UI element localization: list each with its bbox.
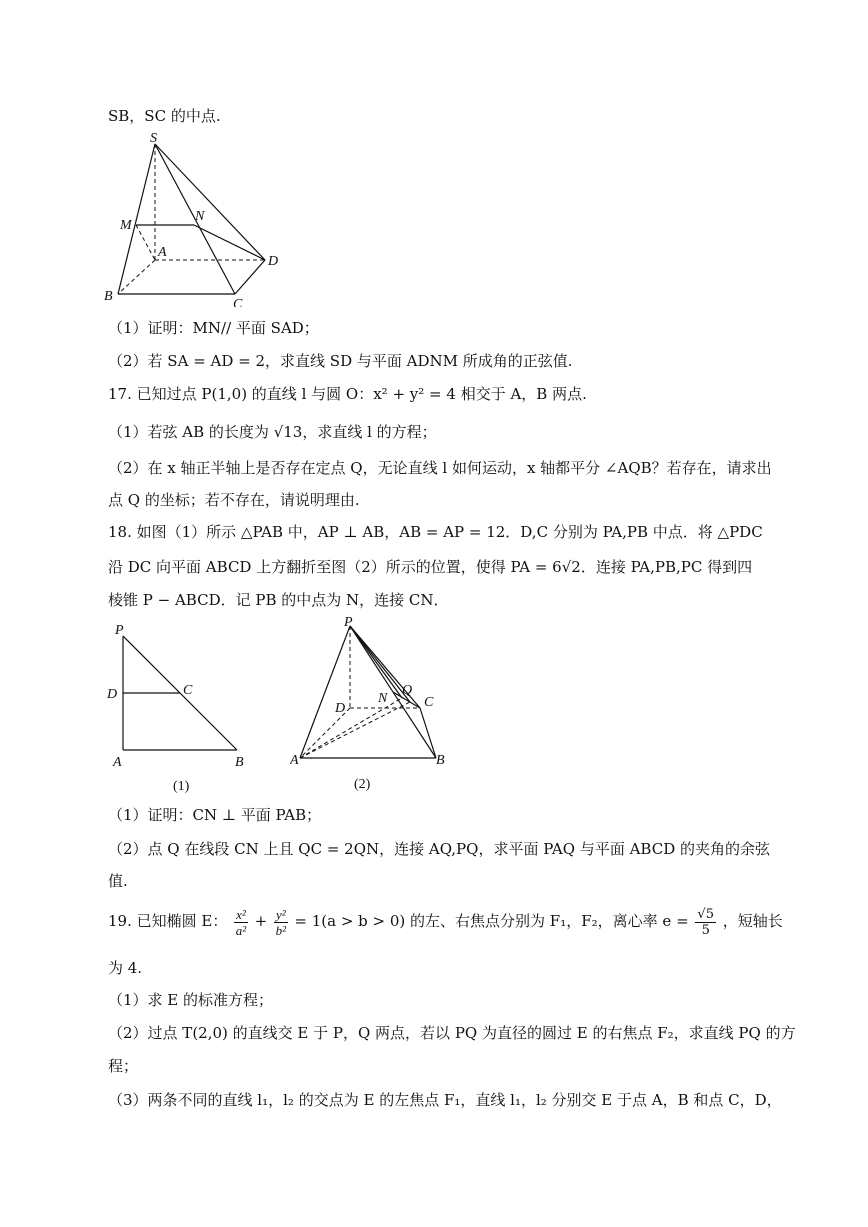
q18-part2a: （2）点 Q 在线段 CN 上且 QC = 2QN，连接 AQ,PQ，求平面 PAQ 与平面 ABCD 的夹角的余弦 <box>108 840 770 858</box>
label-P: P <box>344 615 353 630</box>
label-C: C <box>233 297 243 307</box>
q18-figure-2 <box>290 612 460 792</box>
label-D: D <box>107 687 118 702</box>
q16-part2: （2）若 SA = AD = 2，求直线 SD 与平面 ADNM 所成角的正弦值. <box>108 352 573 370</box>
q18-stem-b: 沿 DC 向平面 ABCD 上方翻折至图（2）所示的位置，使得 PA = 6√2．连接 PA,PB,PC 得到四 <box>108 558 753 576</box>
frac-eccentricity: $\frac{√5}{5}$ <box>697 906 714 938</box>
label-P: P <box>115 623 124 638</box>
q19-stem-b: 为 4. <box>108 959 143 977</box>
q17-part2b: 点 Q 的坐标；若不存在，请说明理由. <box>108 491 360 509</box>
q18-part1: （1）证明：CN ⊥ 平面 PAB； <box>108 806 322 824</box>
q19-eq: = 1(a > b > 0) 的左、右焦点分别为 F₁，F₂，离心率 e = <box>294 912 689 930</box>
q19-part1: （1）求 E 的标准方程； <box>108 991 274 1009</box>
q19-stem-post: ，短轴长 <box>722 912 783 930</box>
label-A: A <box>158 245 167 260</box>
q19-part2a: （2）过点 T(2,0) 的直线交 E 于 P，Q 两点，若以 PQ 为直径的圆过 E 的右焦点 F₂，求直线 PQ 的方 <box>108 1024 796 1042</box>
label-D: D <box>335 701 346 716</box>
frac-x2-a2: $\frac{\text{x²}}{\text{a²}}$ <box>235 906 247 938</box>
plus-sign: + <box>254 912 268 930</box>
label-A: A <box>113 755 122 770</box>
q18-part2b: 值. <box>108 872 128 890</box>
label-B: B <box>104 289 113 304</box>
label-C: C <box>183 683 193 698</box>
label-M: M <box>120 218 132 233</box>
q18-figure-1 <box>105 618 265 798</box>
label-B: B <box>235 755 244 770</box>
q19-part2b: 程； <box>108 1057 139 1075</box>
label-N: N <box>195 209 205 224</box>
fig1-caption: (1) <box>173 779 190 794</box>
label-D: D <box>268 254 279 269</box>
q19-part3: （3）两条不同的直线 l₁，l₂ 的交点为 E 的左焦点 F₁，直线 l₁，l₂ 分别交 E 于点 A，B 和点 C，D， <box>108 1091 782 1109</box>
q17-stem: 17. 已知过点 P(1,0) 的直线 l 与圆 O：x² + y² = 4 相交于 A，B 两点. <box>108 385 587 403</box>
label-S: S <box>150 132 157 146</box>
label-N: N <box>378 691 388 706</box>
q16-intro-tail: SB，SC 的中点. <box>108 107 221 125</box>
q17-part1: （1）若弦 AB 的长度为 √13，求直线 l 的方程； <box>108 423 437 441</box>
label-A: A <box>290 753 299 768</box>
q16-pyramid-figure <box>100 132 300 307</box>
q19-stem <box>108 903 783 939</box>
label-Q: Q <box>402 683 413 698</box>
label-B: B <box>436 753 445 768</box>
fig2-caption: (2) <box>354 777 371 792</box>
frac-y2-b2: $\frac{\text{y²}}{\text{b²}}$ <box>275 906 286 938</box>
label-C: C <box>424 695 434 710</box>
q17-part2a: （2）在 x 轴正半轴上是否存在定点 Q，无论直线 l 如何运动，x 轴都平分 ∠AQB？若存在，请求出 <box>108 459 772 477</box>
q18-stem-c: 棱锥 P − ABCD．记 PB 的中点为 N，连接 CN． <box>108 591 449 609</box>
q19-stem-pre: 19. 已知椭圆 E： <box>108 912 228 930</box>
q18-stem-a: 18. 如图（1）所示 △PAB 中，AP ⊥ AB，AB = AP = 12．D,C 分别为 PA,PB 中点．将 △PDC <box>108 523 763 541</box>
q16-part1: （1）证明：MN// 平面 SAD； <box>108 319 319 337</box>
